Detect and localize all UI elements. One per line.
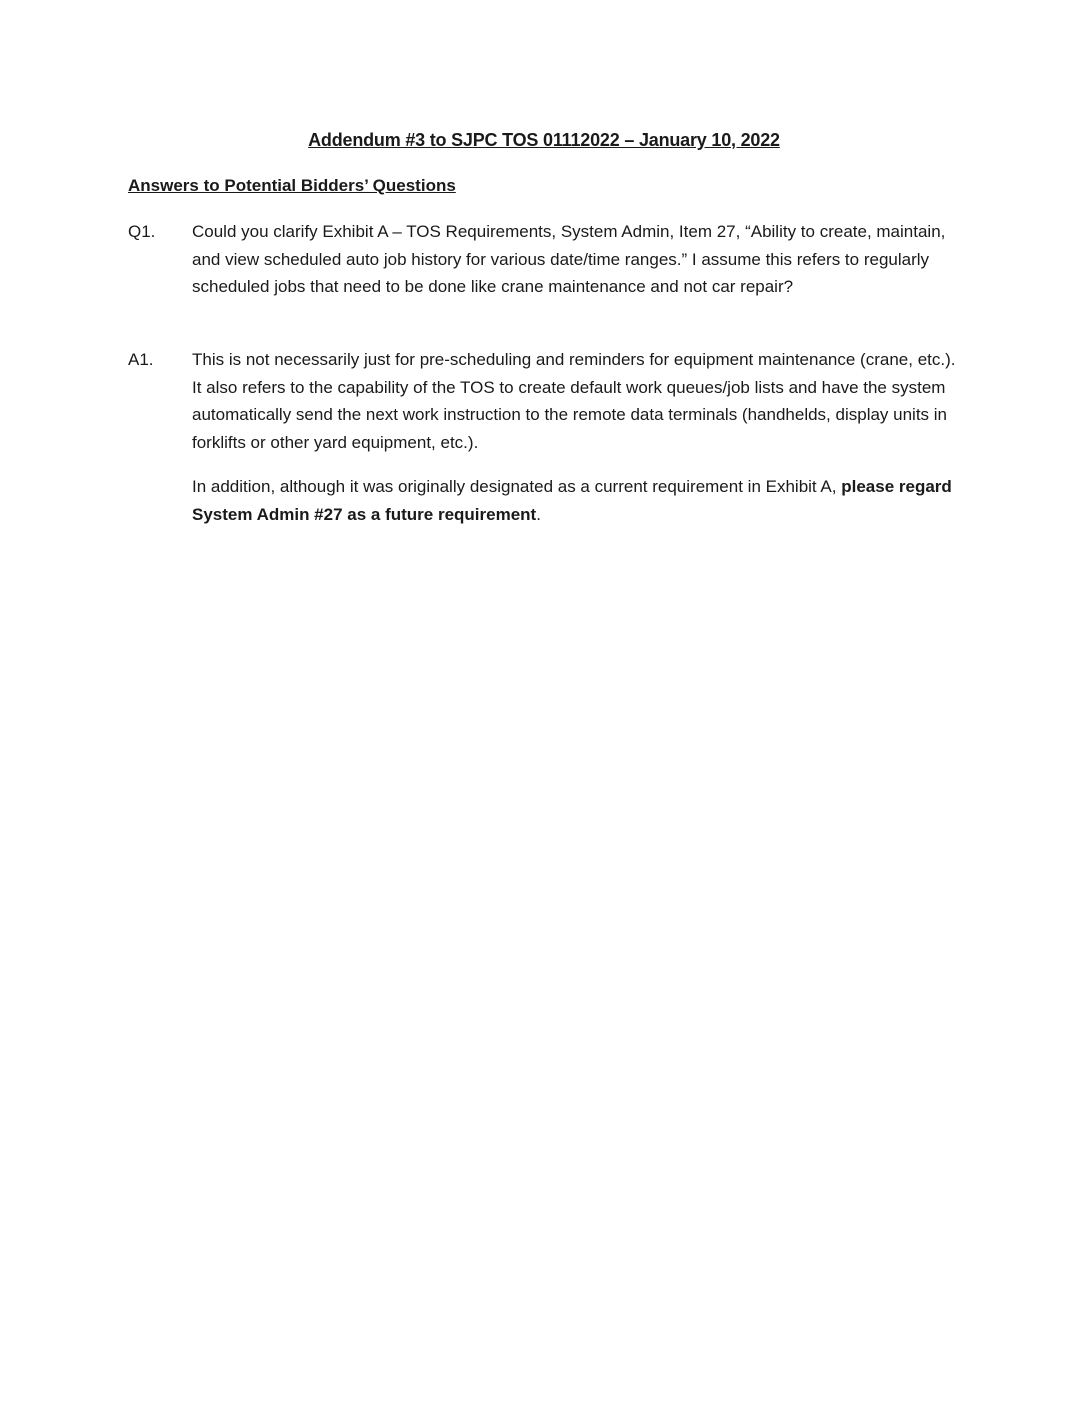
answer-paragraph-2-emphasis: please regard System Admin #27 as a future requirement [192,477,952,524]
answer-paragraph-2-intro: In addition, although it was originally designated as a current requirement in Exhibit A, [192,477,842,497]
answer-label: A1. [128,350,154,369]
answer-paragraph-1: This is not necessarily just for pre-scheduling and reminders for equipment maintenance (crane, etc.). It also refers to the capability of the TOS to create default work queues/job lists and have the system automatically send the next work instruction to the remote data terminals (handhelds, display units in forklifts or other yard equipment, etc.). [192,350,956,452]
question-block [128,218,960,318]
answer-paragraph-2 [192,473,958,528]
question-label: Q1. [128,222,156,241]
answer-block [128,346,960,546]
document-title: Addendum #3 to SJPC TOS 01112022 – January 10, 2022 [308,130,780,150]
question-body [192,218,958,301]
section-heading: Answers to Potential Bidders’ Questions [128,176,456,195]
answer-paragraph-2-end: . [536,504,541,524]
answer-body [192,346,958,529]
question-text: Could you clarify Exhibit A – TOS Requirements, System Admin, Item 27, “Ability to create, maintain, and view scheduled auto job history for various date/time ranges.” I assume this refers to regularly scheduled jobs that need to be done like crane maintenance and not car repair? [192,222,946,297]
